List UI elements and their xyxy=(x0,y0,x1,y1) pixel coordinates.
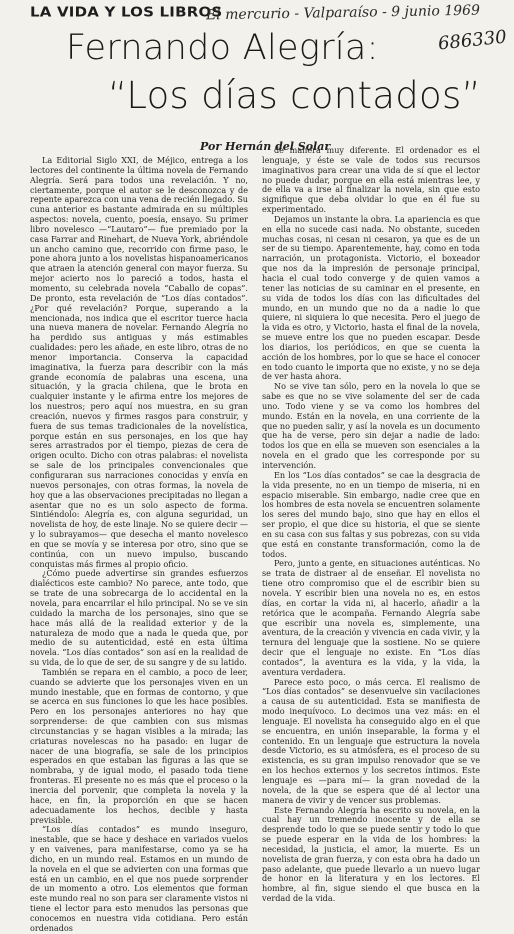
article-paragraph: No se vive tan sólo, pero en la novela lo que se sabe es que no se vive solamente del ser de cada uno. Todo viene y se va como los hombres del mundo. Están en la novela, en una corriente de la que no pueden salir, y así la novela es un documento que ha de verse, pero sin dejar a nadie de lado: todos los que en ella se mueven son esenciales a la novela en el grado que les corresponde por su intervención. xyxy=(262,381,480,470)
article-byline: Por Hernán del Solar xyxy=(200,140,331,153)
article-paragraph: ¿Cómo puede advertirse sin grandes esfuerzos dialécticos este cambio? No parece, ante todo, que se trate de una sobrecarga de lo accidental en la novela, para encarrilar el hilo principal. No se ve sin cuidado la marcha de los personajes, sino que se hace más allá de la realidad exterior y de la naturaleza de modo que a nada le queda que, por medio de su autenticidad, esté en esta última novela. “Los días contados” son así en la realidad de su vida, de lo que de ser, de su sangre y de su latido. xyxy=(30,568,248,668)
article-paragraph: “Los días contados” es mundo inseguro, inestable, que se hace y deshace en variados vuelos y en vaivenes, para manifestarse, como ya se ha dicho, en un mundo real. Estamos en un mundo de la novela en el que se advierten con una formas que está en un cambio, en el que nos puede sorprender de un momento a otro. Los elementos que forman este mundo real no son para ser claramente vistos ni tiene el lector para esto menudos las personas que conocemos en nuestra vida cotidiana. Pero están ordenados xyxy=(30,824,248,933)
article-paragraph: Este Fernando Alegría ha escrito su novela, en la cual hay un tremendo inocente y de ella se desprende todo lo que se puede sentir y todo lo que se puede esperar en la vida de los hombres: la necesidad, la justicia, el amor, la muerte. Es un novelista de gran fuerza, y con esta obra ha dado un paso adelante, que puede llevarlo a un nuevo lugar de honor en la literatura y en los lectores. El hombre, al fin, sigue siendo el que busca en la verdad de la vida. xyxy=(262,804,480,904)
article-paragraph: Parece esto poco, o más cerca. El realismo de “Los días contados” se desenvuelve sin vacilaciones a causa de su autenticidad. Esta se manifiesta de modo inequívoco. Lo decimos una vez más: en el lenguaje. El novelista ha conseguido algo en el que se encuentra, en unión inseparable, la forma y el contenido. En un lenguaje que estructura la novela desde Victorio, es su atmósfera, es el proceso de su existencia, es su gran impulso renovador que se ve en los hechos externos y los secretos íntimos. Este lenguaje es —para mí— la gran novedad de la novela, de la que se espera que dé al lector una manera de vivir y de vencer sus problemas. xyxy=(262,676,480,805)
article-paragraph: Dejamos un instante la obra. La apariencia es que en ella no sucede casi nada. No obstante, suceden muchas cosas, ni cesan ni cesaron, ya que es de un ser de su tiempo. Aparentemente, hay, como en toda narración, un protagonista. Victorio, el boxeador que nos da la impresión de personaje principal, hacia el cual todo converge y de quien vamos a tener las noticias de su caminar en el presente, en su vida de todos los días con las dificultades del mundo, en un mundo que no da a nadie lo que quiere, ni siquiera lo que necesita. Pero el juego de la vida es otro, y Victorio, hasta el final de la novela, se mueve entre los que no pueden escapar. Desde los diarios, los periódicos, en que se cuenta la acción de los hombres, por lo que se hace el conocer en todo cuanto le importa que no existe, y no se deja de ver hasta ahora. xyxy=(262,213,480,382)
handwritten-accession-number: 686330 xyxy=(437,26,508,55)
handwritten-source-note: El mercurio - Valparaíso - 9 junio 1969 xyxy=(205,2,481,24)
article-column-right xyxy=(262,145,480,904)
article-paragraph: Pero, junto a gente, en situaciones auténticas. No se trata de distraer al de enseñar. El novelista no tiene otro compromiso que el de escribir bien su novela. Y escribir bien una novela no es, en estos días, en cortar la vida ni, al hacerlo, añadir a la retórica que le acompaña. Fernando Alegría sabe que escribir una novela es, simplemente, una aventura, de la creación y vivencia en cada vivir, y la ternura del lenguaje que la sostiene. No se quiere decir que el lenguaje no existe. En “Los días contados”, la aventura es la vida, y la vida, la aventura verdadera. xyxy=(262,558,480,677)
article-column-left xyxy=(30,155,248,933)
section-header: LA VIDA Y LOS LIBROS xyxy=(30,4,223,20)
article-paragraph: También se repara en el cambio, a poco de leer, cuando se advierte que los personajes viven en un mundo inestable, que en formas de contorno, y que se acerca en sus funciones lo que les hace posibles. Pero en los personajes anteriores no hay que sorprenderse: de que cambien con sus mismas circunstancias y se hagan visibles a la mirada; las criaturas novelescas no ha pasado: en lugar de nacer de una biografía, se sale de los principios esperados en que estaban las figuras a las que se nombraba, y de igual modo, el pasado toda tiene fronteras. El presente no es más que el proceso o la inercia del porvenir, que completa la novela y la hace, en fin, la proporción en que se hacen adecuadamente los hechos, decible y hasta previsible. xyxy=(30,666,248,825)
article-paragraph: La Editorial Siglo XXI, de Méjico, entrega a los lectores del continente la última novela de Fernando Alegría. Será para todos una revelación. Y no, ciertamente, porque el autor se le desconozca y de repente aparezca con una vena de recién llegado. Su cuna anterior es bastante admirada en su múltiples aspectos: novela, cuento, poesía, ensayo. Su primer libro novelesco —“Lautaro”— fue premiado por la casa Farrar and Rinehart, de Nueva York, abriéndole un ancho camino que, recorrido con firme paso, le pone ahora junto a los novelistas hispanoamericanos que atraen la atención general con mayor fuerza. Su mejor acierto nos lo pareció a todos, hasta el momento, su celebrada novela “Caballo de copas”. De pronto, esta revelación de “Los días contados”. ¿Por qué revelación? Porque, superando a la mencionada, nos indica que el escritor tuerce hacia una nueva manera de novelar. Fernando Alegría no ha perdido sus antiguas y más estimables cualidades: pero les añade, en este libro, otras de no menor importancia. Conserva la capacidad imaginativa, la fuerza para describir con la más grande economía de palabras una escena, una situación, y la gracia chilena, que le brota en cualquier instante y le afirma entre los mejores de los nuestros; pero aquí nos muestra, en su gran creación, nuevos y firmes rasgos para construir, y fuera de sus temas tradicionales de la novelística, porque están en sus personajes, en los que hay seres arrastrados por el tiempo, piezas de cera de origen oculto. Dicho con otras palabras: el novelista se sale de los principales convencionales que configuraran sus narraciones conocidas y envía en nuevos personajes, con otras formas, la novela de hoy que a las observaciones precipitadas no llegan a asentar que no es un solo aspecto de forma. Sintiéndolo: Alegría es, con alguna seguridad, un novelista de hoy, de este linaje. No se quiere decir —y lo subrayamos— que desecha el manto novelesco en que se movía y se interesa por otro, sino que se continúa, con un nuevo impulso, buscando conquistas más firmes al propio oficio. xyxy=(30,155,248,569)
article-paragraph: de manera muy diferente. El ordenador es el lenguaje, y éste se vale de todos sus recursos imaginativos para crear una vida de sí que el lector no puede dudar, porque en ella está mientras lee, y de ella va a irse al finalizar la novela, sin que esto signifique que deba olvidar lo que en él fue su experimentado. xyxy=(262,145,480,215)
article-title-line2: “Los días contados” xyxy=(108,74,482,117)
article-title-line1: Fernando Alegría: xyxy=(66,28,379,68)
article-paragraph: En los “Los días contados” se cae la desgracia de la vida presente, no en un tiempo de miseria, ni en espacio miserable. Sin embargo, nadie cree que en los hombres de esta novela se encuentren solamente los seres del mundo bajo, sino que hay en ellos el ser propio, el que dice su historia, el que se siente en su casa con sus faltas y sus pobrezas, con su vida que está en constante transformación, como la de todos. xyxy=(262,469,480,559)
